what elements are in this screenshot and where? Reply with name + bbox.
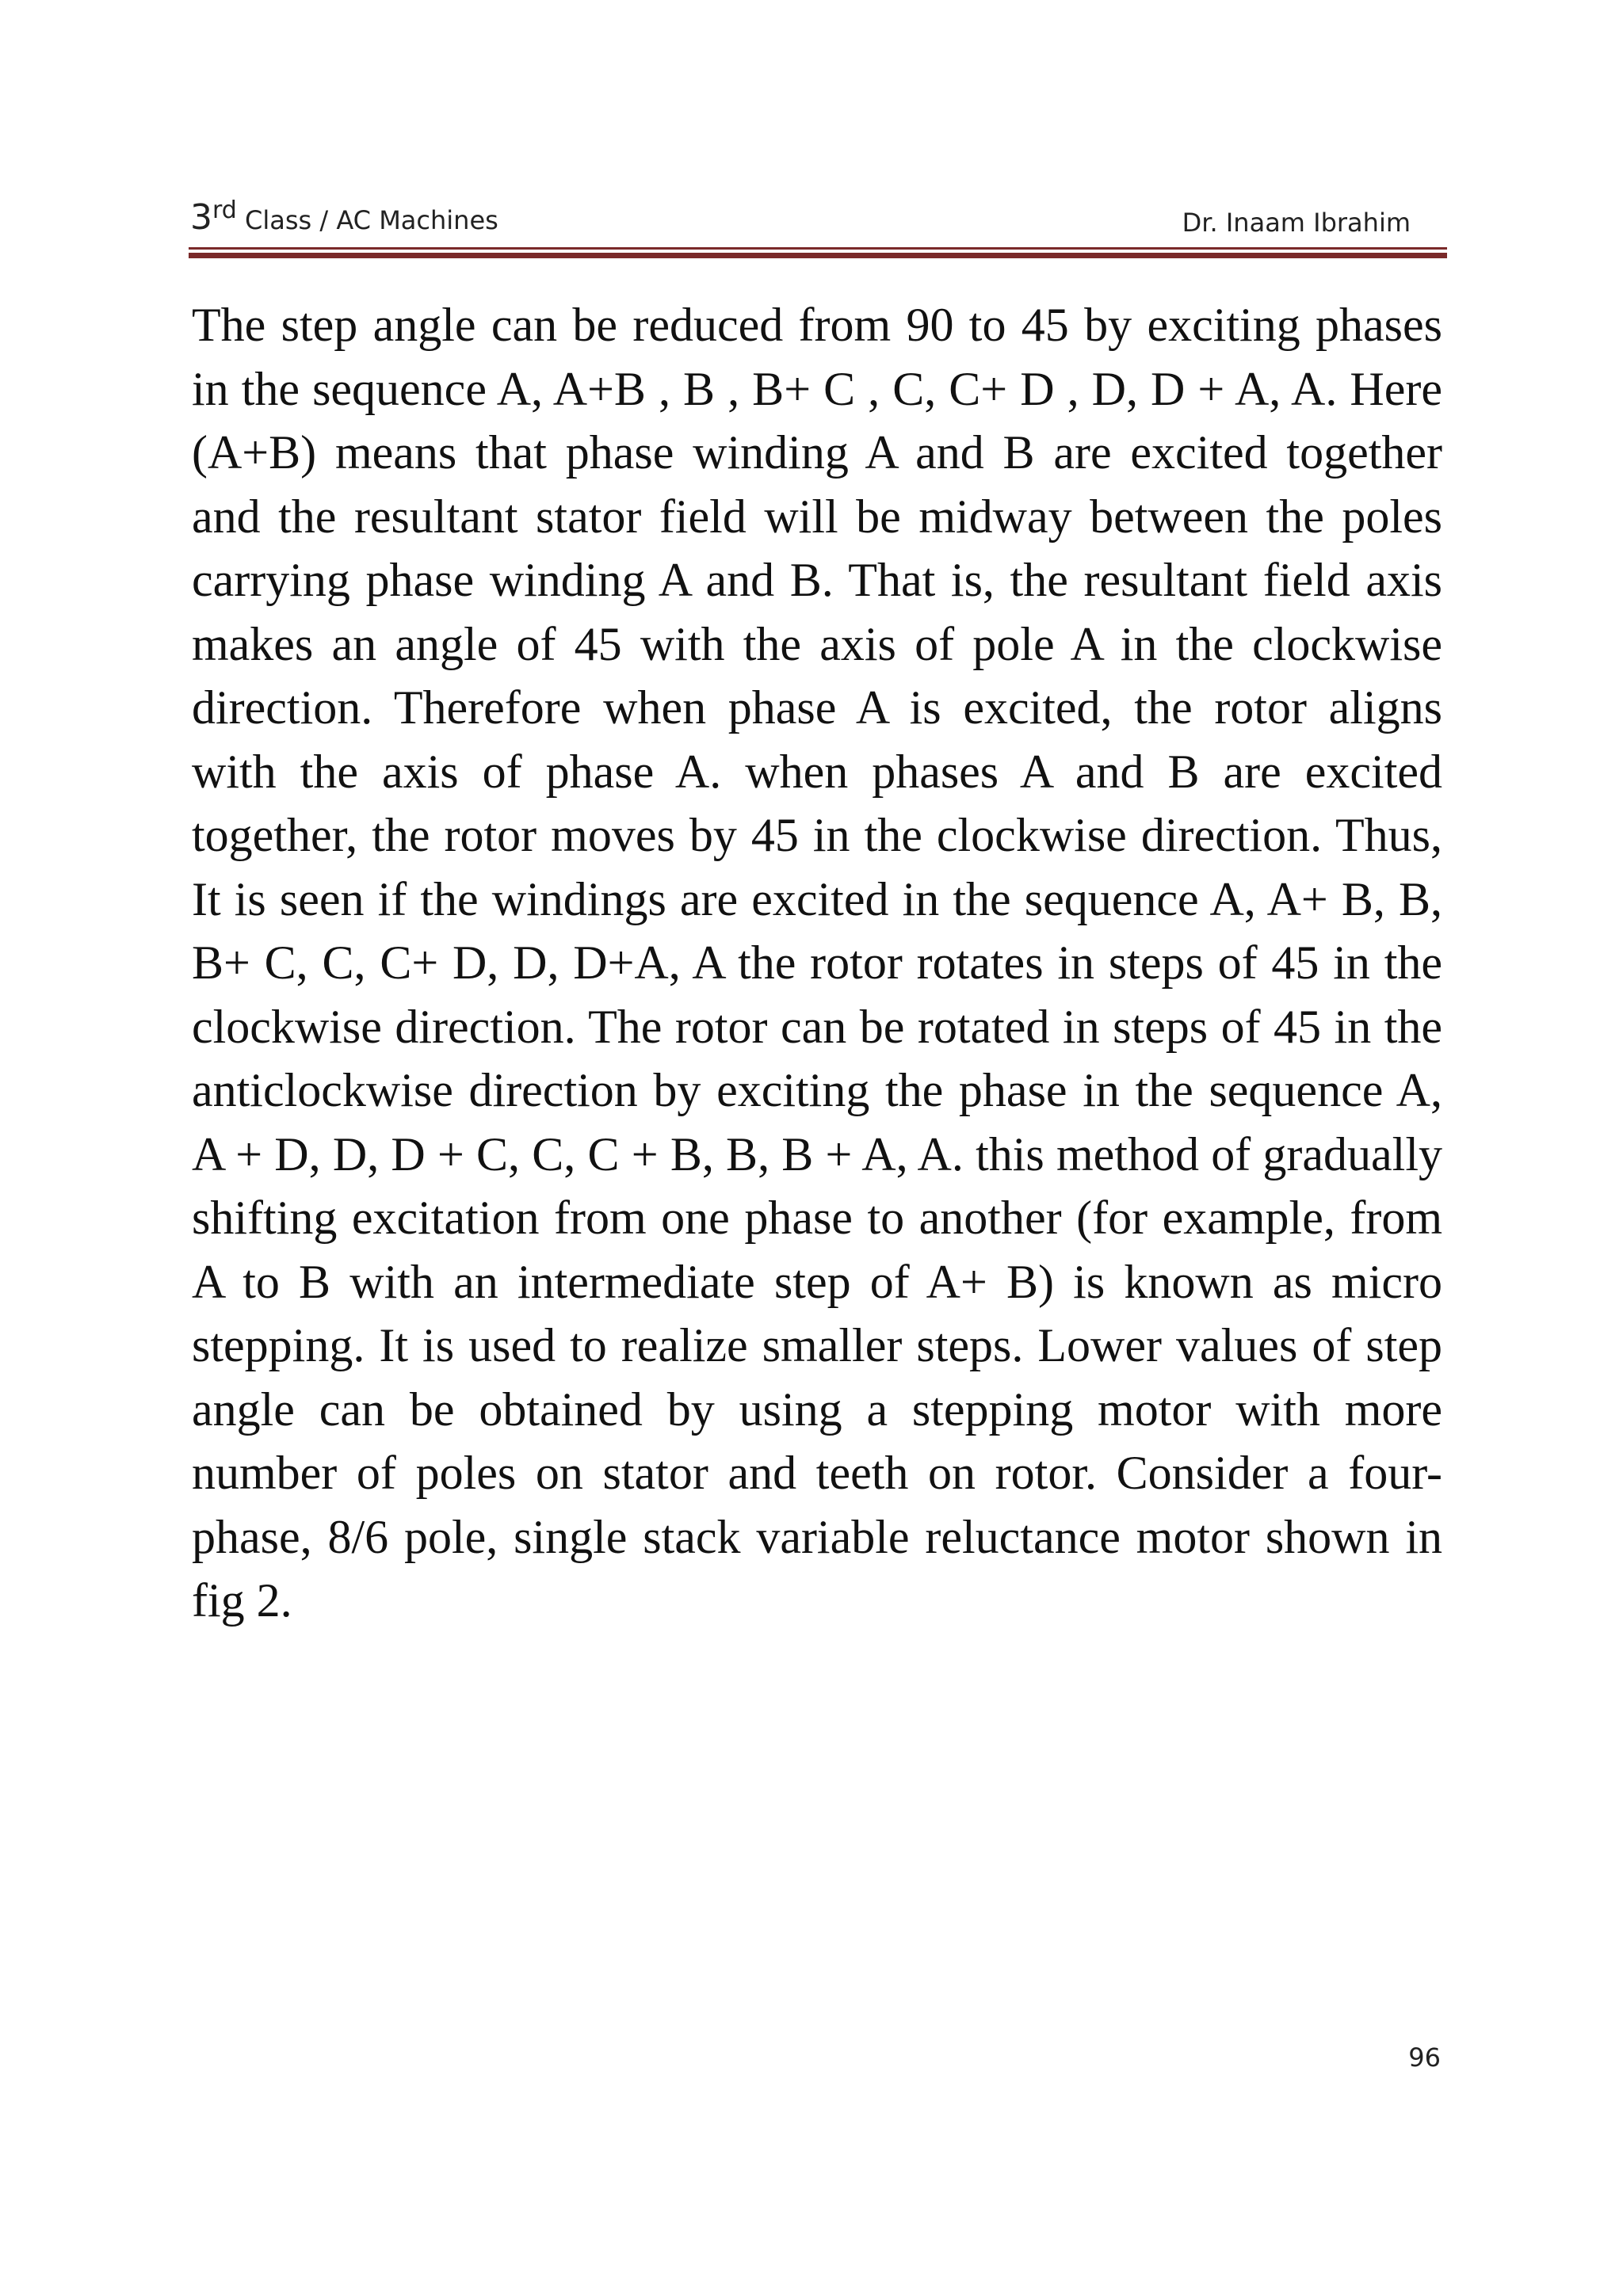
- header-author: Dr. Inaam Ibrahim: [1182, 208, 1411, 238]
- header-course-title: [190, 196, 498, 238]
- header-rule-thin: [189, 247, 1447, 250]
- header-rule-thick: [189, 253, 1447, 258]
- class-suffix: rd: [212, 196, 237, 224]
- page-header: [190, 190, 1411, 238]
- class-number: 3: [190, 197, 212, 238]
- body-paragraph: The step angle can be reduced from 90 to 45 by exciting phases in the sequence A, A+B , B , B+ C , C, C+ D , D, D + A, A. Here (A+B) means that phase winding A and B are excited together and the resultant stator field will be midway between the poles carrying phase winding A and B. That is, the resultant field axis makes an angle of 45 with the axis of pole A in the clockwise direction. Therefore when phase A is excited, the rotor aligns with the axis of phase A. when phases A and B are excited together, the rotor moves by 45 in the clockwise direction. Thus, It is seen if the windings are excited in the sequence A, A+ B, B, B+ C, C, C+ D, D, D+A, A the rotor rotates in steps of 45 in the clockwise direction. The rotor can be rotated in steps of 45 in the anticlockwise direction by exciting the phase in the sequence A, A + D, D, D + C, C, C + B, B, B + A, A. this method of gradually shifting excitation from one phase to another (for example, from A to B with an intermediate step of A+ B) is known as micro stepping. It is used to realize smaller steps. Lower values of step angle can be obtained by using a stepping motor with more number of poles on stator and teeth on rotor. Consider a four-phase, 8/6 pole, single stack variable reluctance motor shown in fig 2.: [192, 299, 1442, 1627]
- course-name: Class / AC Machines: [236, 205, 498, 235]
- page-number: 96: [1408, 2042, 1441, 2073]
